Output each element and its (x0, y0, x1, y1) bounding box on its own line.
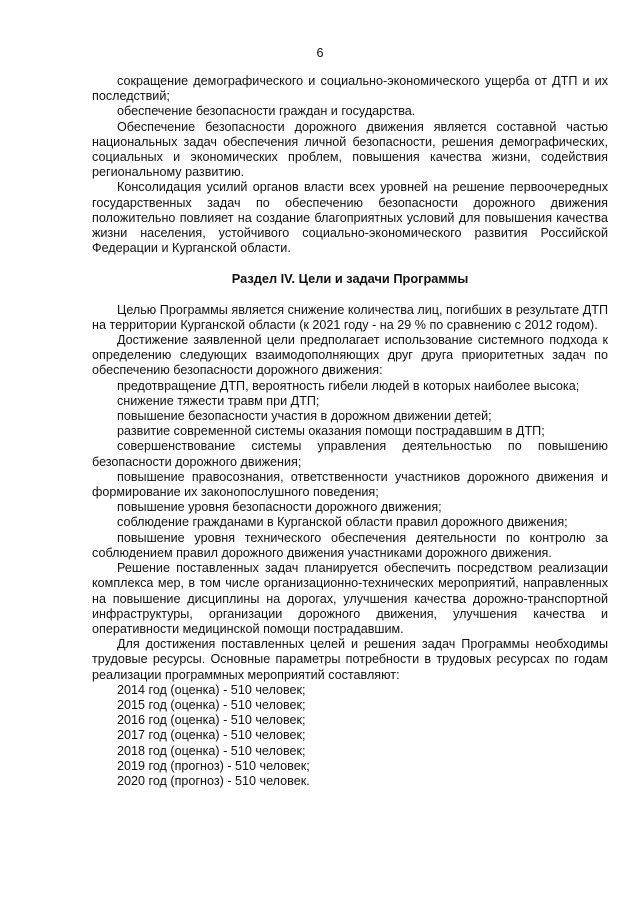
paragraph: Достижение заявленной цели предполагает использование системного подхода к определению следующих взаимодополняющих друг друга приоритетных задач по обеспечению безопасности дорожного движения: (92, 333, 608, 378)
list-item: сокращение демографического и социально-экономического ущерба от ДТП и их последствий; (92, 74, 608, 104)
list-item: соблюдение гражданами в Курганской области правил дорожного движения; (117, 515, 568, 530)
page-number: 6 (316, 46, 324, 60)
paragraph: Целью Программы является снижение количества лиц, погибших в результате ДТП на территории Курганской области (к 2021 году - на 29 % по сравнению с 2012 годом). (92, 302, 608, 332)
list-item: повышение уровня технического обеспечения деятельности по контролю за соблюдением правил дорожного движения участниками дорожного движения. (92, 530, 608, 560)
list-item: повышение безопасности участия в дорожном движении детей; (117, 409, 492, 424)
section-paragraphs (92, 303, 608, 790)
list-item: 2017 год (оценка) - 510 человек; (117, 728, 306, 743)
paragraph: Обеспечение безопасности дорожного движения является составной частью национальных задач обеспечения личной безопасности, решения демографических, социальных и экономических проблем, повышения качества жизни, содействия региональному развитию. (92, 119, 608, 180)
paragraph: Консолидация усилий органов власти всех уровней на решение первоочередных государственных задач по обеспечению безопасности дорожного движения положительно повлияет на создание благоприятных условий для повышения качества жизни населения, устойчивого социально-экономического развития Российской Федерации и Курганской области. (92, 180, 608, 256)
list-item: повышение правосознания, ответственности участников дорожного движения и формирование их законопослушного поведения; (92, 469, 608, 500)
list-item: 2014 год (оценка) - 510 человек; (117, 682, 306, 697)
list-item: 2019 год (прогноз) - 510 человек; (117, 758, 310, 773)
section-heading: Раздел IV. Цели и задачи Программы (231, 271, 469, 287)
document-body (92, 74, 608, 789)
list-item: снижение тяжести травм при ДТП; (117, 393, 320, 408)
list-item: 2020 год (прогноз) - 510 человек. (117, 773, 310, 788)
list-item: обеспечение безопасности граждан и государства. (117, 104, 416, 119)
list-item: 2016 год (оценка) - 510 человек; (117, 713, 306, 728)
intro-paragraphs (92, 74, 608, 256)
paragraph: Для достижения поставленных целей и решения задач Программы необходимы трудовые ресурсы. Основные параметры потребности в трудовых ресурсах по годам реализации программных мероприятий составляют: (92, 637, 608, 682)
list-item: 2015 год (оценка) - 510 человек; (117, 697, 306, 712)
list-item: повышение уровня безопасности дорожного движения; (117, 500, 442, 515)
list-item: 2018 год (оценка) - 510 человек; (117, 743, 306, 758)
paragraph: Решение поставленных задач планируется обеспечить посредством реализации комплекса мер, в том числе организационно-технических мероприятий, направленных на повышение дисциплины на дорогах, улучшения качества дорожно-транспортной инфраструктуры, организации дорожного движения, улучшения качества и оперативности медицинской помощи пострадавшим. (92, 561, 608, 636)
list-item: совершенствование системы управления деятельностью по повышению безопасности дорожного движения; (92, 439, 608, 469)
list-item: предотвращение ДТП, вероятность гибели людей в которых наиболее высока; (117, 378, 580, 393)
list-item: развитие современной системы оказания помощи пострадавшим в ДТП; (117, 424, 545, 439)
